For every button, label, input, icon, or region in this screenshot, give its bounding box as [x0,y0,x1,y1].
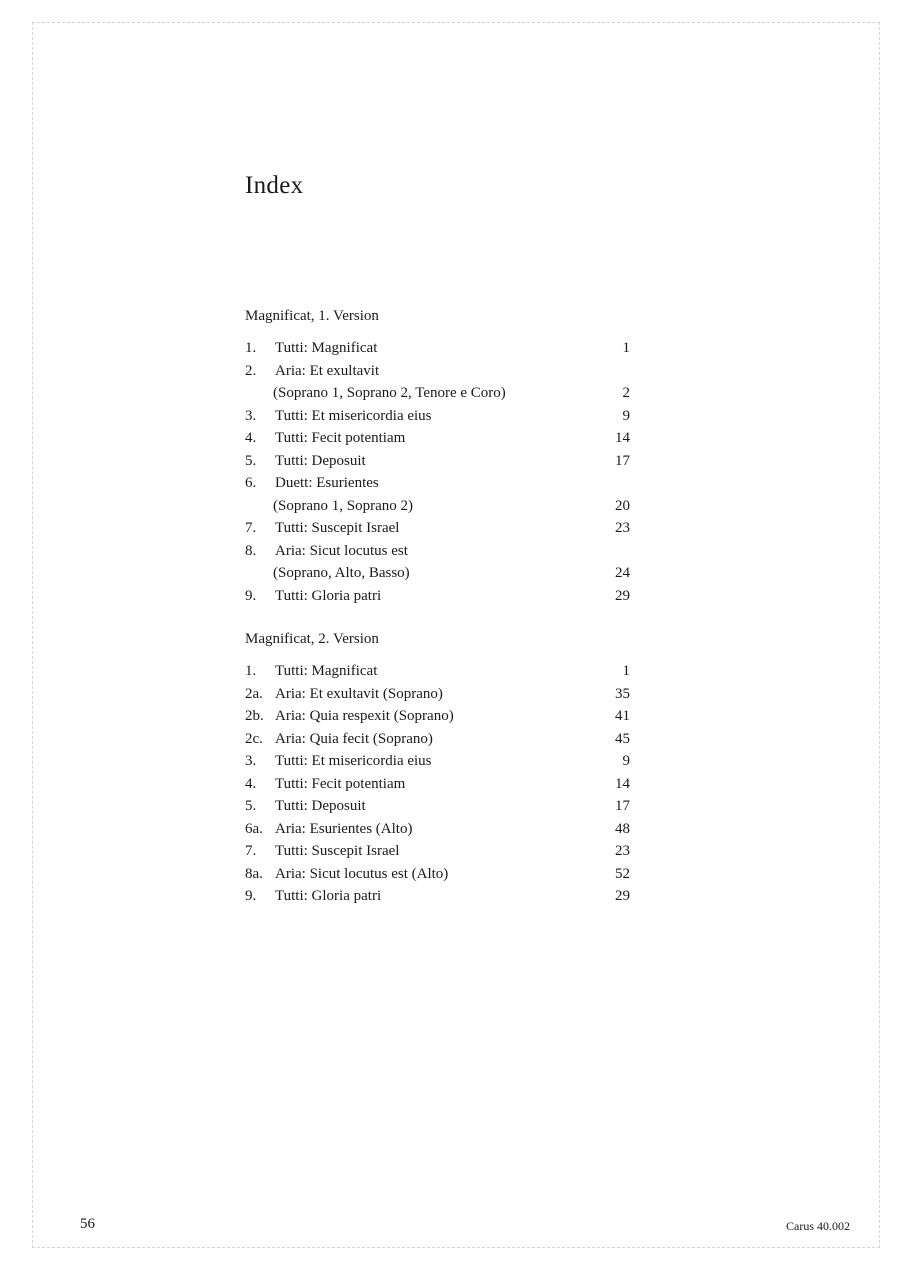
entry-page: 35 [615,685,630,702]
entry-title: Tutti: Magnificat [275,340,378,356]
entry-list [245,660,635,908]
entry-page: 29 [615,587,630,604]
entry-number: 1. [245,663,257,679]
entry-page: 9 [622,753,630,769]
entry-title: Aria: Sicut locutus est [275,542,408,559]
entry-number: 8a. [245,865,263,882]
page-number: 56 [80,1216,95,1232]
entry-page: 23 [615,843,630,859]
index-entry [245,450,635,473]
entry-page: 23 [615,520,630,536]
entry-title: Aria: Sicut locutus est (Alto) [275,865,449,882]
entry-page: 1 [622,340,630,356]
index-entry [245,683,635,706]
entry-title: Aria: Et exultavit (Soprano) [275,685,443,702]
entry-page: 2 [622,385,630,401]
entry-number: 5. [245,452,257,469]
entry-title: (Soprano 1, Soprano 2) [273,497,413,514]
entry-number: 2b. [245,708,264,724]
entry-title: Tutti: Magnificat [275,663,378,679]
entry-title: Tutti: Gloria patri [275,587,382,604]
entry-number: 6. [245,475,257,491]
entry-title: (Soprano 1, Soprano 2, Tenore e Coro) [273,385,506,401]
entry-number: 7. [245,520,257,536]
section-heading: Magnificat, 1. Version [245,308,379,324]
index-entry [245,562,635,585]
index-entry [245,337,635,360]
index-entry [245,360,635,383]
entry-number: 4. [245,775,257,792]
entry-page: 24 [615,565,630,581]
index-entry [245,495,635,518]
entry-page: 20 [615,497,630,514]
page-title: Index [245,172,304,199]
entry-title: Aria: Quia fecit (Soprano) [275,730,433,747]
entry-title: Tutti: Deposuit [275,452,366,469]
entry-page: 52 [615,865,630,882]
entry-page: 14 [615,430,630,446]
section-heading: Magnificat, 2. Version [245,631,379,647]
index-entry [245,472,635,495]
index-entry [245,795,635,818]
entry-number: 9. [245,888,257,904]
entry-page: 14 [615,775,630,792]
entry-page: 9 [622,407,630,424]
entry-number: 9. [245,587,257,604]
entry-number: 1. [245,340,257,356]
index-entry [245,382,635,405]
entry-number: 8. [245,542,257,559]
entry-page: 41 [615,708,630,724]
index-entry [245,660,635,683]
entry-number: 3. [245,407,257,424]
entry-number: 6a. [245,820,263,837]
index-entry [245,585,635,608]
entry-list [245,337,635,607]
entry-title: Aria: Et exultavit [275,362,380,379]
index-entry [245,885,635,908]
entry-title: Duett: Esurientes [275,475,379,491]
entry-number: 2c. [245,730,263,747]
index-entry [245,840,635,863]
index-entry [245,728,635,751]
entry-title: Tutti: Suscepit Israel [275,520,400,536]
entry-title: Tutti: Et misericordia eius [275,753,432,769]
index-entry [245,818,635,841]
index-entry [245,517,635,540]
entry-number: 2. [245,362,257,379]
entry-page: 17 [615,798,630,814]
entry-page: 45 [615,730,630,747]
entry-title: Aria: Esurientes (Alto) [275,820,413,837]
entry-title: Tutti: Fecit potentiam [275,775,406,792]
index-entry [245,427,635,450]
entry-page: 17 [615,452,630,469]
entry-title: Tutti: Gloria patri [275,888,382,904]
entry-number: 5. [245,798,257,814]
entry-title: (Soprano, Alto, Basso) [273,565,410,581]
index-entry [245,705,635,728]
entry-title: Aria: Quia respexit (Soprano) [275,708,454,724]
entry-page: 29 [615,888,630,904]
entry-page: 48 [615,820,630,837]
index-entry [245,863,635,886]
section-version-1 [245,305,635,607]
entry-number: 3. [245,753,257,769]
entry-title: Tutti: Et misericordia eius [275,407,432,424]
entry-number: 2a. [245,685,263,702]
section-version-2 [245,628,635,908]
publisher-code: Carus 40.002 [786,1219,850,1233]
entry-page: 1 [622,663,630,679]
entry-title: Tutti: Suscepit Israel [275,843,400,859]
index-entry [245,773,635,796]
index-entry [245,405,635,428]
entry-number: 7. [245,843,257,859]
entry-number: 4. [245,430,257,446]
index-entry [245,750,635,773]
entry-title: Tutti: Fecit potentiam [275,430,406,446]
index-entry [245,540,635,563]
entry-title: Tutti: Deposuit [275,798,366,814]
